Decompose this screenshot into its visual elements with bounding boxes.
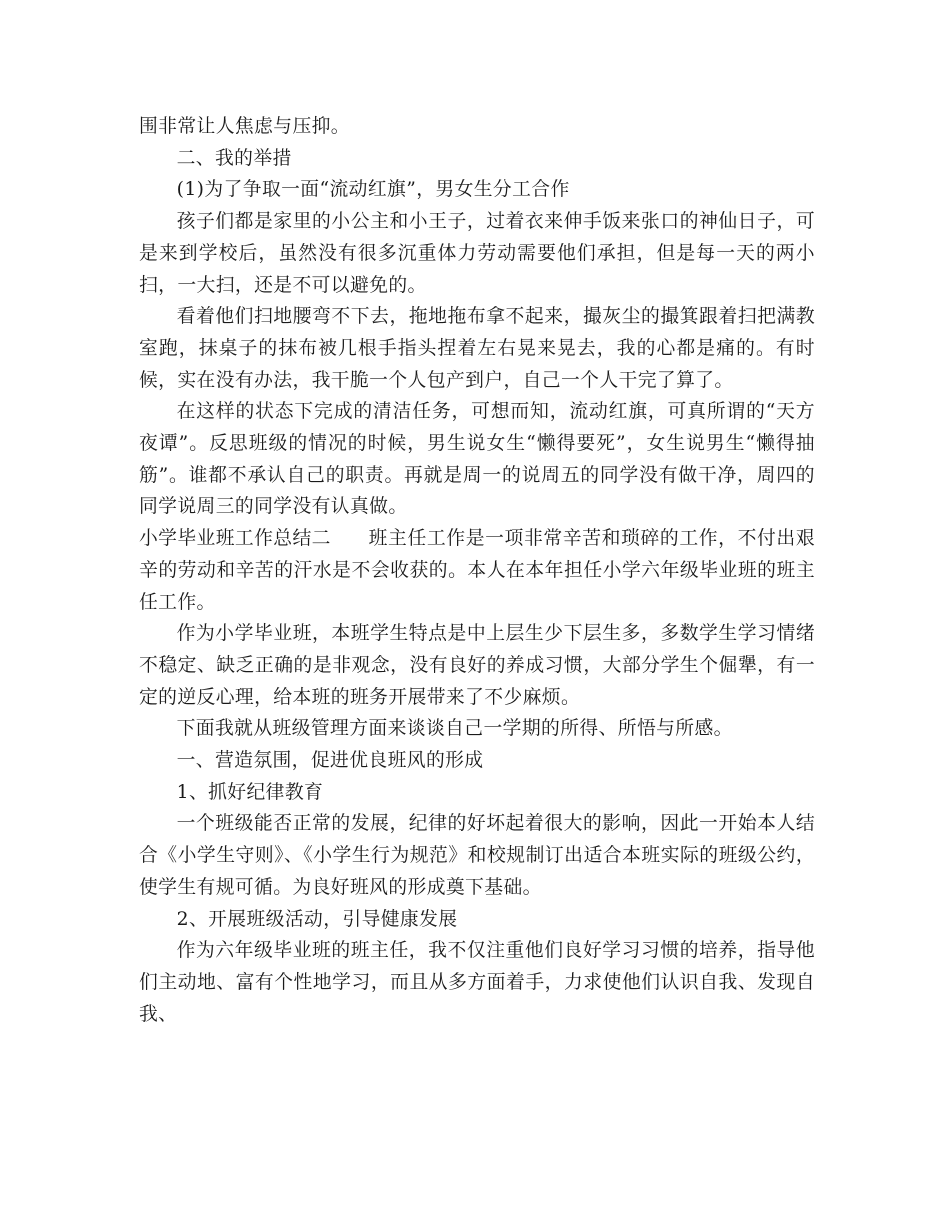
paragraph-cleaning: 看着他们扫地腰弯不下去，拖地拖布拿不起来，撮灰尘的撮箕跟着扫把满教室跑，抹桌子的抹布被几根手指头捏着左右晃来晃去，我的心都是痛的。有时候，实在没有办法，我干脆一个人包产到户，自己一个人干完了算了。 <box>139 306 815 391</box>
subheading-red-flag: (1)为了争取一面“流动红旗”，男女生分工合作 <box>176 179 570 201</box>
paragraph-intro: 下面我就从班级管理方面来谈谈自己一学期的所得、所悟与所感。 <box>176 718 733 740</box>
paragraph-children: 孩子们都是家里的小公主和小王子，过着衣来伸手饭来张口的神仙日子，可是来到学校后，虽然没有很多沉重体力劳动需要他们承担，但是每一天的两小扫，一大扫，还是不可以避免的。 <box>139 211 815 296</box>
heading-atmosphere: 一、营造氛围，促进优良班风的形成 <box>176 750 484 772</box>
section-two-paragraph <box>139 523 815 618</box>
heading-measures: 二、我的举措 <box>176 147 292 169</box>
paragraph-reflection: 在这样的状态下完成的清洁任务，可想而知，流动红旗，可真所谓的“天方夜谭”。反思班级的情况的时候，男生说女生“懒得要死”，女生说男生“懒得抽筋”。谁都不承认自己的职责。再就是周一的说周五的同学没有做干净，周四的同学说周三的同学没有认真做。 <box>139 401 815 518</box>
section-two-heading: 小学毕业班工作总结二 <box>139 528 331 550</box>
paragraph-activities: 作为六年级毕业班的班主任，我不仅注重他们良好学习习惯的培养，指导他们主动地、富有个性地学习，而且从多方面着手，力求使他们认识自我、发现自我、 <box>139 940 815 1025</box>
document-body <box>139 111 815 1030</box>
paragraph-1: 围非常让人焦虑与压抑。 <box>139 116 350 137</box>
paragraph-class-traits: 作为小学毕业班，本班学生特点是中上层生少下层生多，多数学生学习情绪不稳定、缺乏正确的是非观念，没有良好的养成习惯，大部分学生个倔犟，有一定的逆反心理，给本班的班务开展带来了不少麻烦。 <box>139 623 815 708</box>
subheading-activities: 2、开展班级活动，引导健康发展 <box>176 908 458 930</box>
subheading-discipline: 1、抓好纪律教育 <box>176 781 324 803</box>
paragraph-discipline: 一个班级能否正常的发展，纪律的好坏起着很大的影响，因此一开始本人结合《小学生守则》、《小学生行为规范》和校规制订出适合本班实际的班级公约，使学生有规可循。为良好班风的形成奠下基础。 <box>139 813 815 898</box>
section-two-lead-text: 班主任工作是一项非常辛苦和琐碎的工作，不付出艰辛的劳动和辛苦的汗水是不会收获的。本人在本年担任小学六年级毕业班的班主任工作。 <box>139 528 815 613</box>
